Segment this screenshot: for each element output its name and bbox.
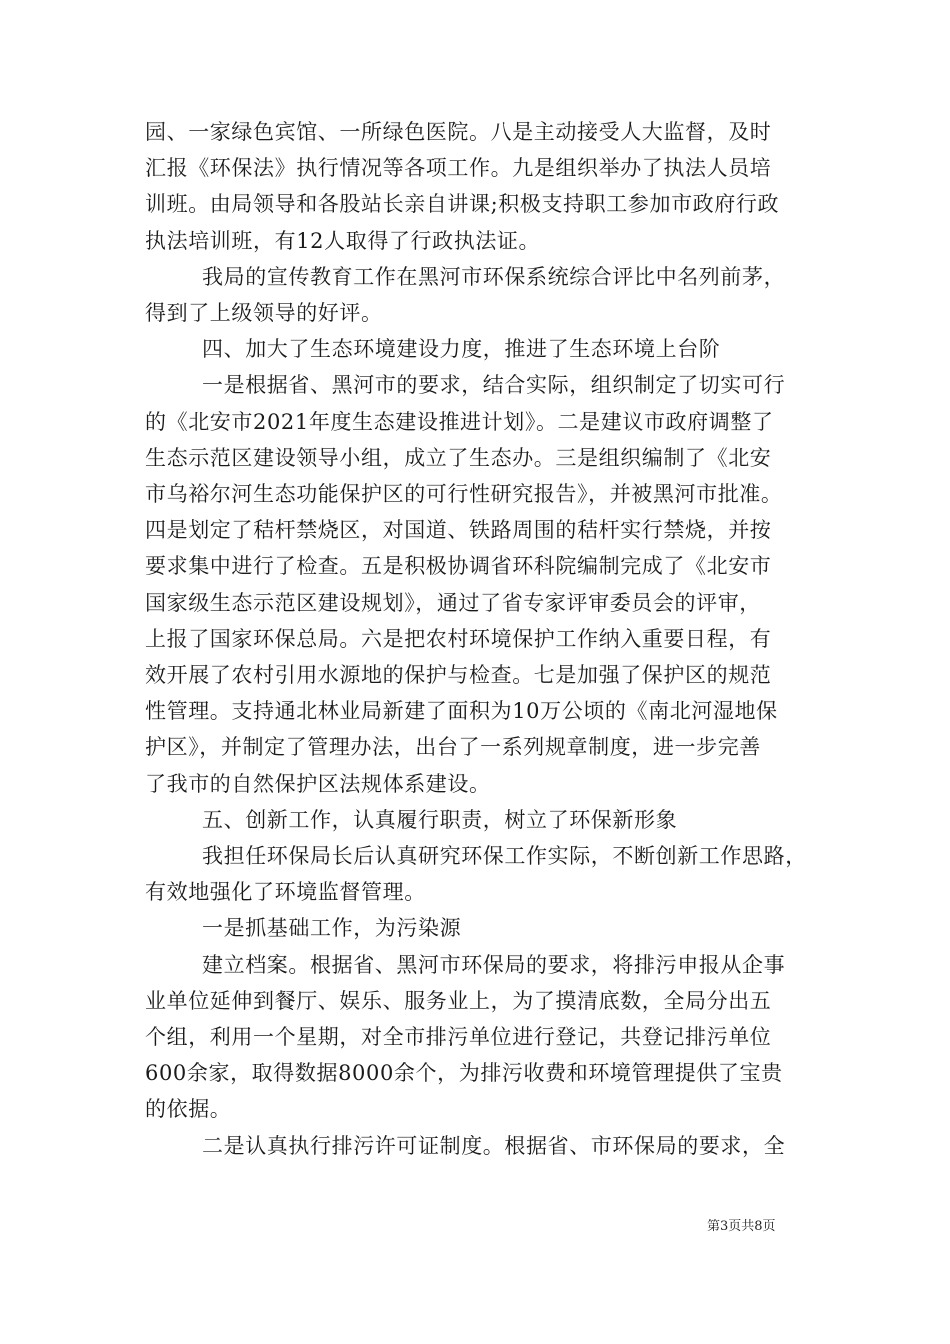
text-line: 得到了上级领导的好评。 — [145, 301, 383, 325]
text-line: 了我市的自然保护区法规体系建设。 — [145, 771, 491, 796]
text-line: 的依据。 — [145, 1097, 232, 1122]
paragraph-first-line: 四、加大了生态环境建设力度，推进了生态环境上台阶 — [202, 337, 721, 362]
text-line: 市乌裕尔河生态功能保护区的可行性研究报告》，并被黑河市批准。 — [145, 482, 783, 506]
paragraph-first-line: 我局的宣传教育工作在黑河市环保系统综合评比中名列前茅， — [202, 264, 786, 289]
text-line: 有效地强化了环境监督管理。 — [145, 880, 426, 905]
paragraph-first-line: 一是抓基础工作，为污染源 — [202, 916, 462, 941]
text-line: 上报了国家环保总局。六是把农村环境保护工作纳入重要日程，有 — [145, 626, 772, 651]
paragraph-first-line: 我担任环保局长后认真研究环保工作实际，不断创新工作思路， — [202, 844, 807, 868]
text-line: 效开展了农村引用水源地的保护与检查。七是加强了保护区的规范 — [145, 663, 772, 687]
text-line: 600余家，取得数据8000余个，为排污收费和环境管理提供了宝贵 — [145, 1061, 783, 1086]
paragraph-first-line: 二是认真执行排污许可证制度。根据省、市环保局的要求，全 — [202, 1133, 786, 1158]
text-line: 执法培训班，有12人取得了行政执法证。 — [145, 228, 541, 253]
paragraph-first-line: 一是根据省、黑河市的要求，结合实际，组织制定了切实可行 — [202, 373, 786, 398]
text-line: 性管理。支持通北林业局新建了面积为10万公顷的《南北河湿地保 — [145, 699, 778, 724]
text-line: 要求集中进行了检查。五是积极协调省环科院编制完成了《北安市 — [145, 554, 772, 579]
paragraph-first-line: 五、创新工作，认真履行职责，树立了环保新形象 — [202, 807, 678, 832]
text-line: 园、一家绿色宾馆、一所绿色医院。八是主动接受人大监督，及时 — [145, 120, 772, 144]
paragraph-first-line: 建立档案。根据省、黑河市环保局的要求，将排污申报从企事 — [202, 952, 786, 977]
text-line: 汇报《环保法》执行情况等各项工作。九是组织举办了执法人员培 — [145, 156, 772, 181]
text-line: 生态示范区建设领导小组，成立了生态办。三是组织编制了《北安 — [145, 445, 772, 470]
text-line: 业单位延伸到餐厅、娱乐、服务业上，为了摸清底数，全局分出五 — [145, 988, 772, 1013]
text-line: 训班。由局领导和各股站长亲自讲课;积极支持职工参加市政府行政 — [145, 192, 780, 217]
text-line: 四是划定了秸杆禁烧区，对国道、铁路周围的秸杆实行禁烧，并按 — [145, 518, 772, 543]
text-line: 国家级生态示范区建设规划》，通过了省专家评审委员会的评审， — [145, 590, 761, 615]
text-line: 护区》，并制定了管理办法，出台了一系列规章制度，进一步完善 — [145, 735, 761, 760]
page-number-footer: 第3页共8页 — [707, 1219, 776, 1234]
text-line: 个组，利用一个星期，对全市排污单位进行登记，共登记排污单位 — [145, 1025, 772, 1049]
text-line: 的《北安市2021年度生态建设推进计划》。二是建议市政府调整了 — [145, 409, 774, 434]
